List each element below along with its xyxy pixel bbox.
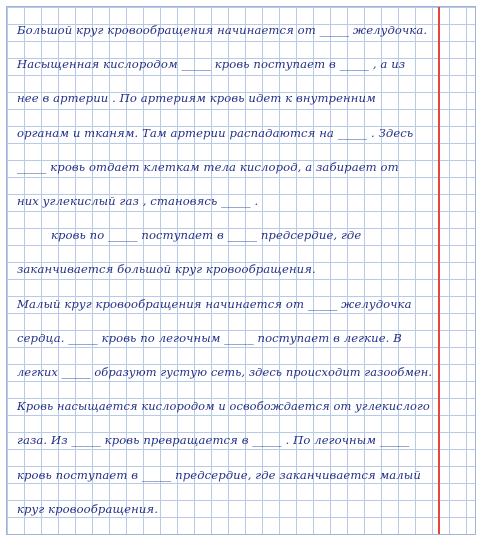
text-line-3: нее в артерии . По артериям кровь идет к внутренним — [17, 91, 376, 106]
handwritten-text — [17, 13, 435, 526]
text-line-4: органам и тканям. Там артерии распадаются на _____ . Здесь — [17, 125, 414, 140]
text-line-9: Малый круг кровообращения начинается от _____ желудочка — [17, 296, 412, 311]
text-line-7: кровь по _____ поступает в _____ предсердие, где — [51, 228, 362, 243]
text-line-12: Кровь насыщается кислородом и освобождается от углекислого — [17, 399, 430, 414]
notebook-page — [6, 6, 476, 535]
text-line-13: газа. Из _____ кровь превращается в _____ . По легочным _____ — [17, 433, 410, 448]
text-line-6: них углекислый газ , становясь _____ . — [17, 194, 259, 209]
text-line-14: кровь поступает в _____ предсердие, где заканчивается малый — [17, 467, 421, 482]
text-line-11: легких _____ образуют густую сеть, здесь происходит газообмен. — [17, 365, 433, 380]
text-line-5: _____ кровь отдает клеткам тела кислород, а забирает от — [17, 159, 399, 174]
text-line-8: заканчивается большой круг кровообращения. — [17, 262, 316, 277]
margin-line — [438, 7, 440, 534]
text-line-2: Насыщенная кислородом _____ кровь поступает в _____ , а из — [17, 57, 406, 72]
text-line-1: Большой круг кровообращения начинается от _____ желудочка. — [17, 23, 428, 37]
text-line-10: сердца. _____ кровь по легочным _____ поступает в легкие. В — [17, 330, 402, 345]
text-line-15: круг кровообращения. — [17, 501, 158, 516]
